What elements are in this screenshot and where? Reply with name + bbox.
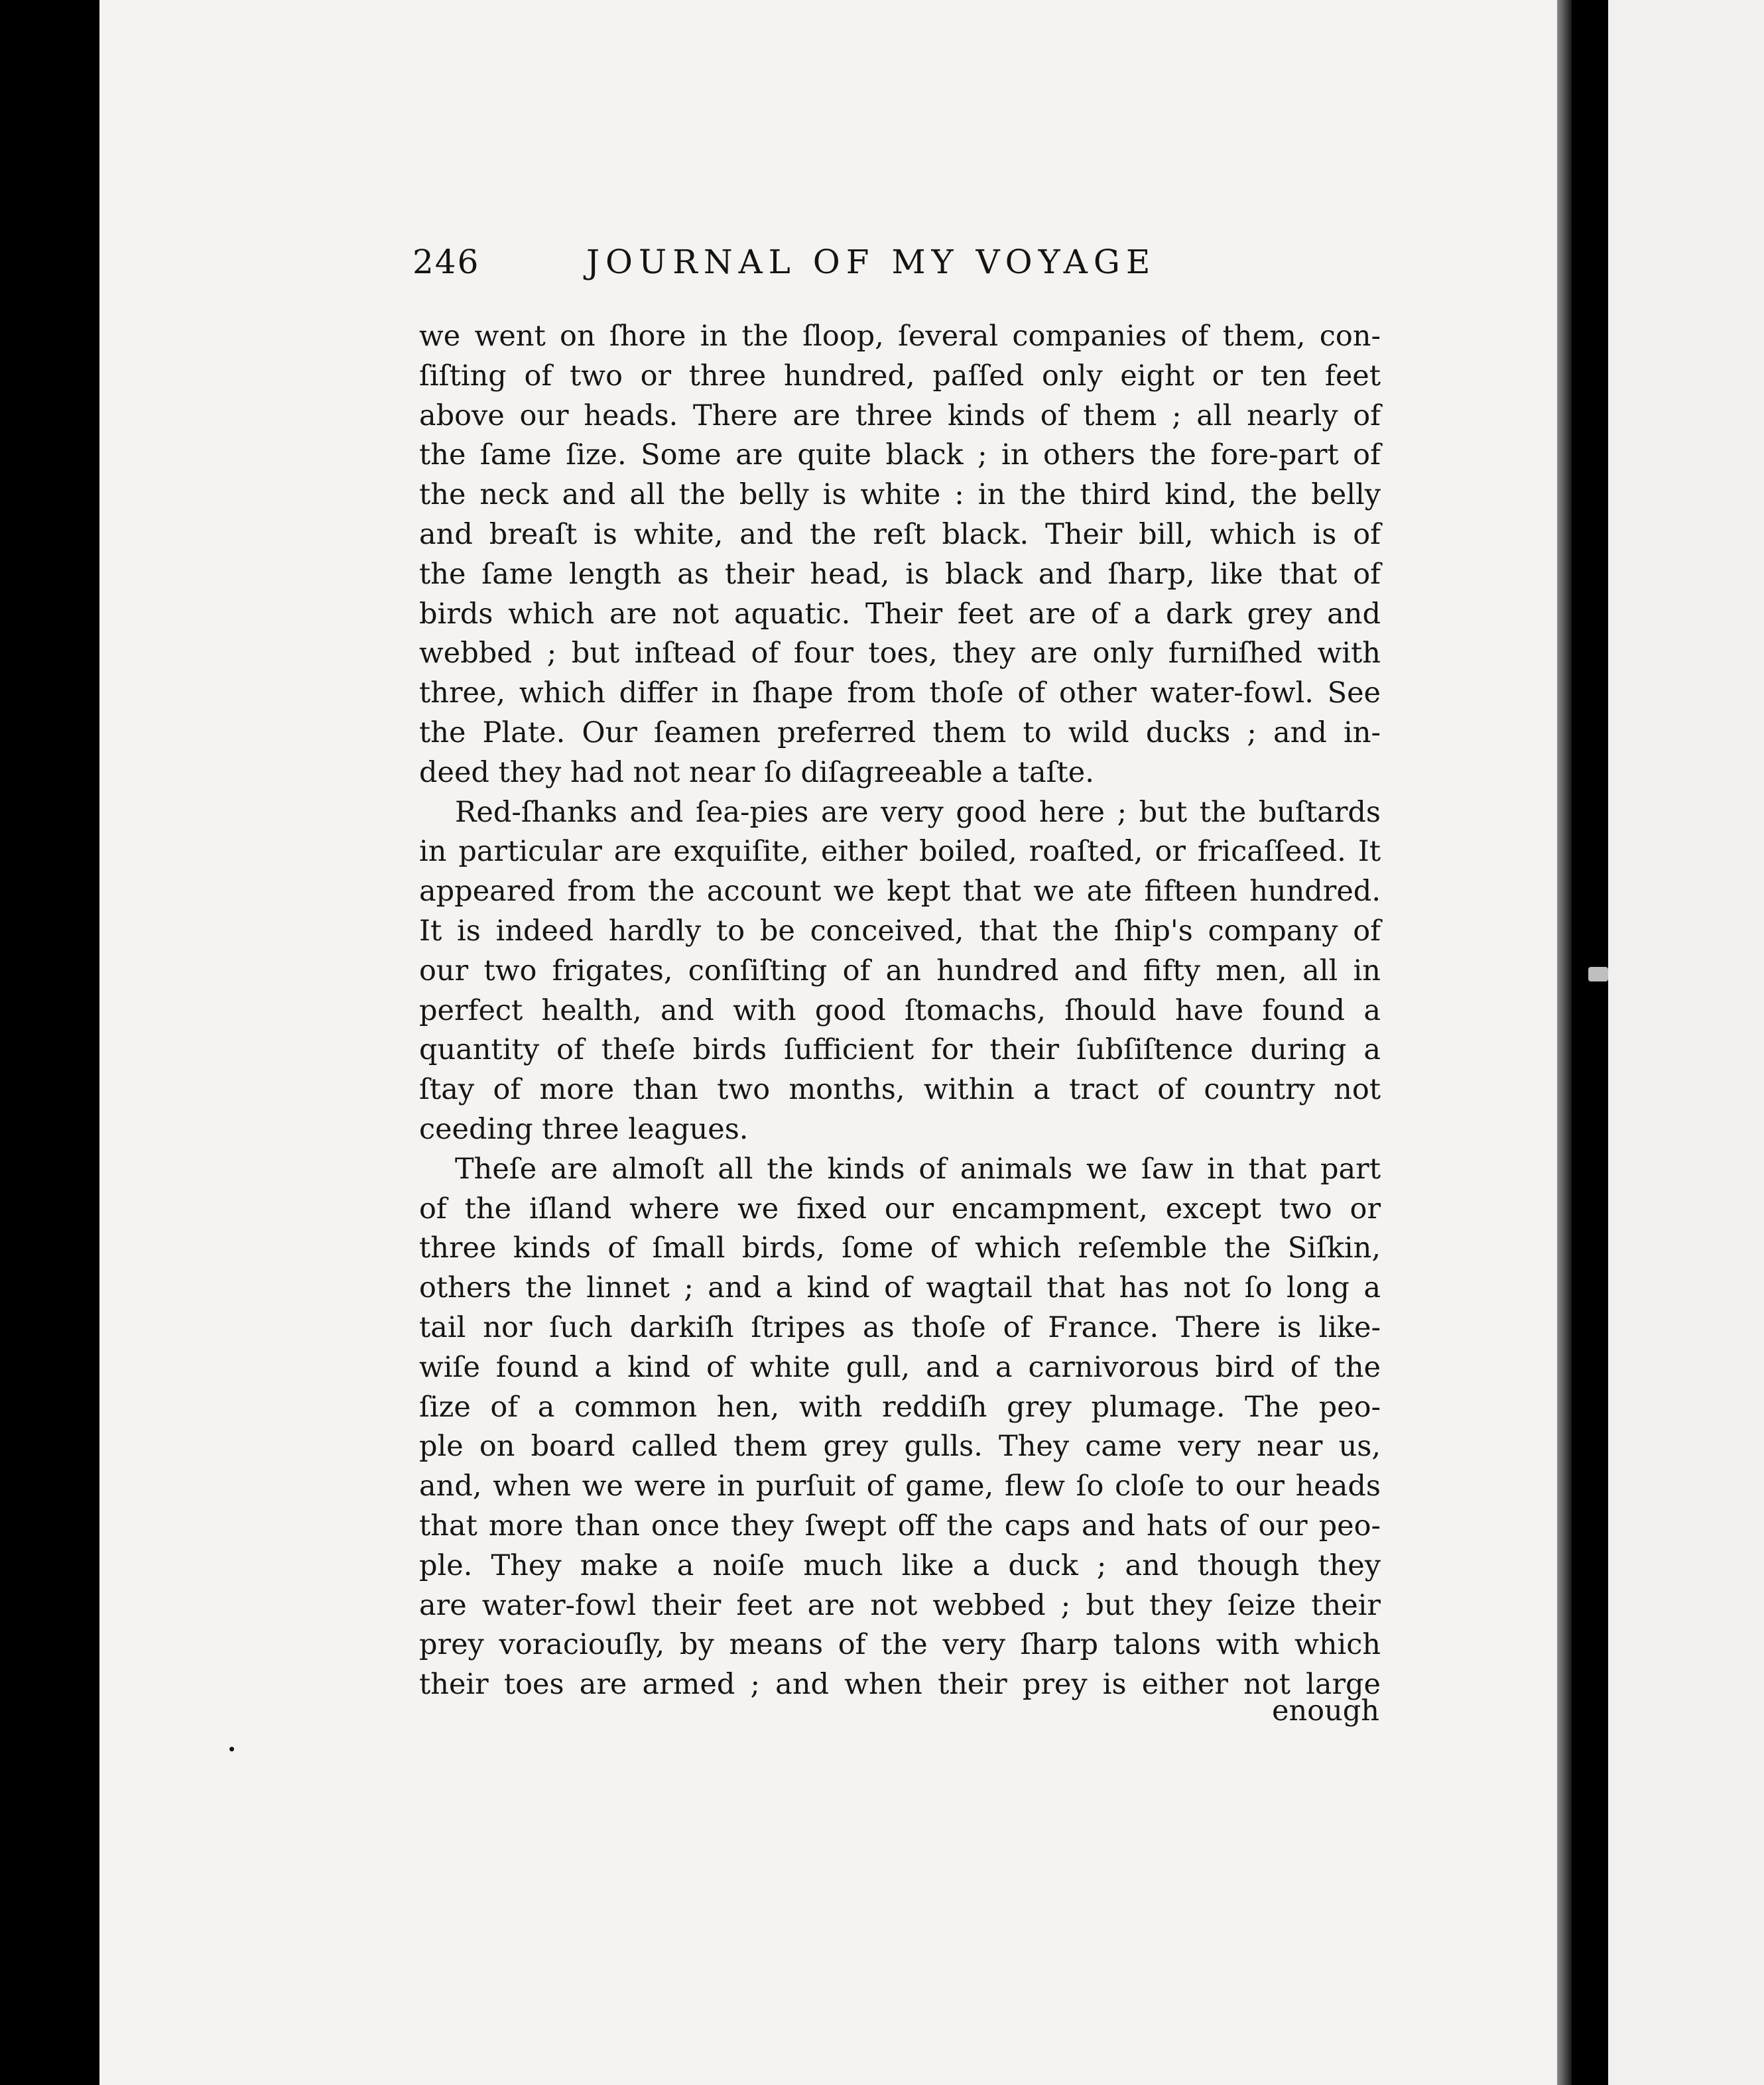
text-line: that more than once they ſwept off the caps and hats of our peo- [419,1509,1381,1543]
next-page-mark [1588,967,1608,981]
text-line: webbed ; but inſtead of four toes, they are only furniſhed with [419,637,1381,670]
text-line: the ſame ſize. Some are quite black ; in others the fore-part of [419,438,1381,472]
text-line: birds which are not aquatic. Their feet are of a dark grey and [419,597,1381,631]
text-line: are water-fowl their feet are not webbed ; but they ſeize their [419,1588,1381,1622]
text-line: three, which differ in ſhape from thoſe of other water-fowl. See [419,676,1381,710]
text-line: in particular are exquiſite, either boiled, roaſted, or fricaſſeed. It [419,835,1381,869]
text-line: and breaſt is white, and the reſt black. Their bill, which is of [419,517,1381,551]
page-number: 246 [412,243,480,281]
text-line: prey voraciouſly, by means of the very ſharp talons with which [419,1628,1381,1662]
text-line: of the iſland where we fixed our encampment, except two or [419,1192,1381,1226]
text-line: others the linnet ; and a kind of wagtail that has not ſo long a [419,1271,1381,1305]
text-line: the ſame length as their head, is black and ſharp, like that of [419,557,1381,591]
text-line: deed they had not near ſo diſagreeable a taſte. [419,755,1094,789]
text-line: wiſe found a kind of white gull, and a carnivorous bird of the [419,1350,1381,1384]
text-line: ſiſting of two or three hundred, paſſed only eight or ten feet [419,359,1381,393]
catchword: enough [1272,1694,1379,1728]
gutter-shadow [1557,0,1572,2085]
running-head: JOURNAL OF MY VOYAGE [586,243,1157,281]
text-line: appeared from the account we kept that we ate fifteen hundred. [419,875,1381,909]
text-line: ſize of a common hen, with reddiſh grey plumage. The peo- [419,1390,1381,1424]
text-line: tail nor ſuch darkiſh ſtripes as thoſe of France. There is like- [419,1310,1381,1344]
text-line: Theſe are almoſt all the kinds of animals we ſaw in that part [455,1152,1381,1186]
text-line: ſtay of more than two months, within a tract of country not [419,1073,1381,1107]
paragraph [419,793,1381,1150]
paragraph [419,1150,1381,1705]
next-page-edge [1608,0,1764,2085]
text-line: and, when we were in purſuit of game, flew ſo cloſe to our heads [419,1470,1381,1503]
page-header [412,240,1216,286]
text-line: above our heads. There are three kinds of them ; all nearly of [419,399,1381,432]
ink-speck [229,1747,234,1751]
text-line: three kinds of ſmall birds, ſome of which reſemble the Siſkin, [419,1232,1381,1265]
text-line: the neck and all the belly is white : in the third kind, the belly [419,478,1381,512]
text-line: their toes are armed ; and when their prey is either not large [419,1668,1381,1702]
text-line: ple. They make a noiſe much like a duck ; and though they [419,1548,1381,1582]
text-line: we went on ſhore in the ſloop, ſeveral companies of them, con- [419,320,1381,353]
paragraph [419,317,1381,793]
text-line: ceeding three leagues. [419,1112,749,1146]
text-line: ple on board called them grey gulls. They came very near us, [419,1430,1381,1464]
text-line: our two frigates, conſiſting of an hundred and fifty men, all in [419,954,1381,987]
text-line: Red-ſhanks and ſea-pies are very good here ; but the buſtards [455,795,1381,829]
text-line: perfect health, and with good ſtomachs, ſhould have found a [419,993,1381,1027]
text-line: quantity of theſe birds ſufficient for their ſubſiſtence during a [419,1033,1381,1067]
body-text [419,317,1381,1705]
text-line: It is indeed hardly to be conceived, that the ſhip's company of [419,914,1381,948]
text-line: the Plate. Our ſeamen preferred them to wild ducks ; and in- [419,716,1381,749]
